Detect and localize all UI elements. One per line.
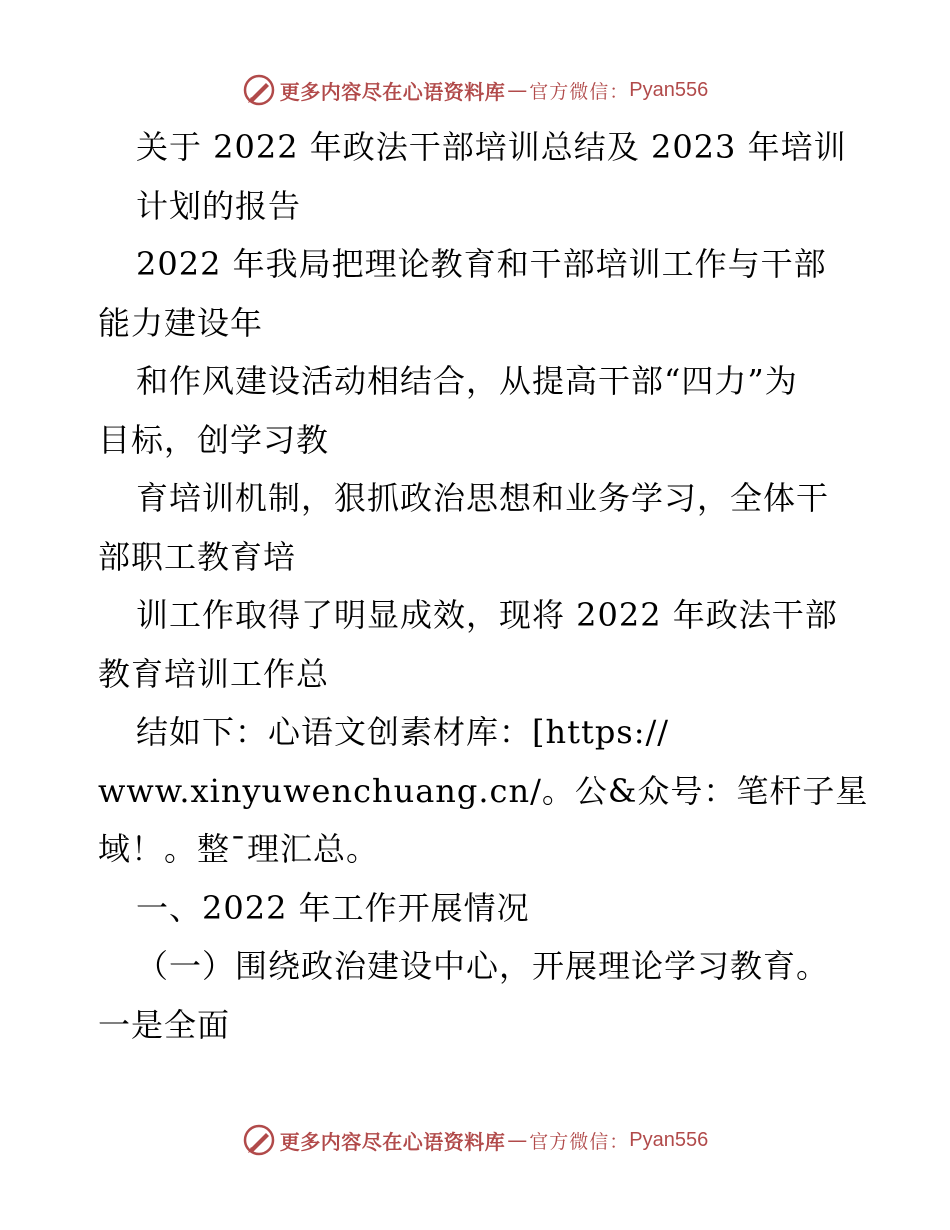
- title-line-2: 计划的报告: [136, 186, 302, 225]
- paragraph-line: 域！。整¯理汇总。: [98, 830, 380, 868]
- paragraph-line: 能力建设年: [98, 303, 264, 342]
- document-body: [98, 118, 869, 1054]
- watermark-sub-text: 官方微信：: [529, 1130, 630, 1153]
- watermark-wechat-id: Pyan556: [629, 1128, 709, 1151]
- paragraph-line: 部职工教育培: [98, 537, 297, 576]
- pen-logo-icon: [242, 73, 276, 107]
- paragraph-line: 教育培训工作总: [98, 654, 330, 693]
- watermark-dash: —: [507, 78, 528, 102]
- watermark-sub-text: 官方微信：: [529, 80, 630, 103]
- watermark-banner-bottom: [0, 1118, 950, 1162]
- paragraph-line: 目标，创学习教: [98, 420, 330, 459]
- paragraph-line: 结如下：心语文创素材库：[https://: [136, 713, 670, 751]
- watermark-wechat-id: Pyan556: [629, 78, 709, 101]
- paragraph-line: 一是全面: [98, 1005, 231, 1044]
- subsection-heading: （一）围绕政治建设中心，开展理论学习教育。: [136, 947, 830, 985]
- section-heading: 一、2022 年工作开展情况: [136, 888, 530, 927]
- paragraph-line: www.xinyuwenchuang.cn/。公&众号：笔杆子星: [98, 771, 869, 810]
- pen-logo-icon: [242, 1123, 276, 1157]
- watermark-banner-top: [0, 68, 950, 112]
- paragraph-line: 和作风建设活动相结合，从提高干部“四力”为: [136, 362, 798, 400]
- watermark-dash: —: [507, 1128, 528, 1152]
- watermark-main-text: 更多内容尽在心语资料库: [279, 1129, 506, 1154]
- paragraph-line: 训工作取得了明显成效，现将 2022 年政法干部: [136, 596, 838, 634]
- paragraph-line: 育培训机制，狠抓政治思想和业务学习，全体干: [136, 479, 830, 517]
- title-line-1: 关于 2022 年政法干部培训总结及 2023 年培训: [136, 128, 847, 166]
- watermark-main-text: 更多内容尽在心语资料库: [279, 79, 506, 104]
- paragraph-line: 2022 年我局把理论教育和干部培训工作与干部: [136, 245, 827, 283]
